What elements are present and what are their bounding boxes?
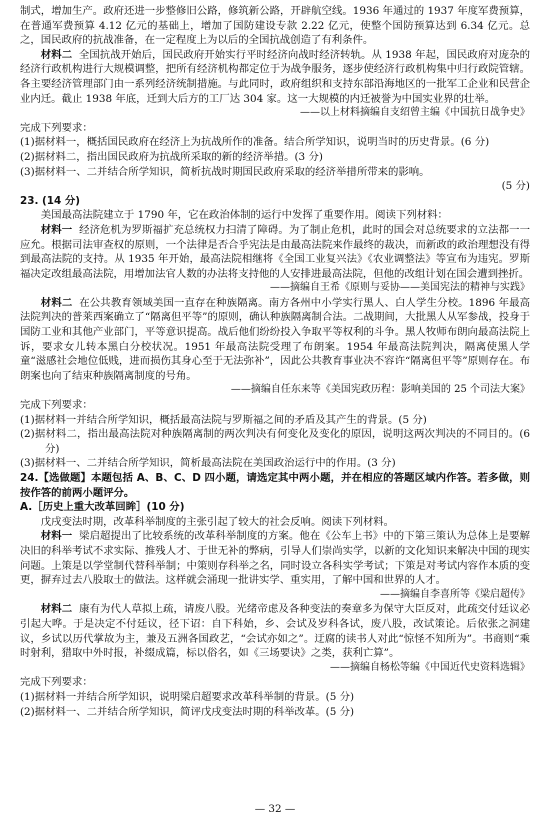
question-item-2: (2)据材料一、二并结合所学知识，简评戊戌变法时期的科举改革。(5 分) <box>20 705 355 718</box>
requirements-heading: 完成下列要求： <box>20 399 93 412</box>
question-intro: 戊戌变法时期，改革科举制度的主张引起了较大的社会反响。阅读下列材料。 <box>40 515 395 528</box>
material-label: 材料二 <box>40 603 73 616</box>
material-1 <box>20 529 530 587</box>
question-item-2: (2)据材料二，指出最高法院对种族隔离制的两次判决有何变化及变化的原因，说明这两次判决的不同目的。(6 分) <box>20 428 530 455</box>
question-24 <box>20 471 530 719</box>
material-2 <box>20 296 530 384</box>
question-heading: 23. (14 分) <box>20 194 80 207</box>
question-item-1: (1)据材料一并结合所学知识，说明梁启超要求改革科举制的背景。(5 分) <box>20 690 355 703</box>
requirements-heading: 完成下列要求： <box>20 121 93 134</box>
material-text: 梁启超提出了比较系统的改革科举制度的方案。他在《公车上书》中的下第三策认为总体上是要解决旧的科举考试不求实际、推残人才、于世无补的弊病，引导人们崇尚实学，以新的文化知识来解决中国的现实问题。上策是以学堂制代替科举制；中策则存科举之名，同时设立各科实学考试；下策是对考试内容作本质的变更，摒弃过去八股取士的做法。这样就会涌现一批讲实学、重实用，了解中国和世界的人才。 <box>20 530 531 587</box>
material-text: 康有为代人草拟上疏，请废八股。光绪帝虑及各种变法的奏章多为保守大臣反对，此疏交付廷议必引起大哗。于是决定不付廷议，径下诏：自下科始，乡、会试及岁科各试，废八股，改试策论。后依张之洞建议，乡试以历代掌故为主，兼及五洲各国政艺，“会试亦如之”。迂腐的读书人对此“惊怪不知所为”。书商则“乘时射利，猎取中外时报，补缀成篇，标以俗名，如《三场要诀》之类，获利亡算”。 <box>20 603 531 660</box>
material-label: 材料一 <box>40 530 73 543</box>
question-item-1: (1)据材料一并结合所学知识，概括最高法院与罗斯福之间的矛盾及其产生的背景。(5 分) <box>20 413 427 426</box>
section-previous-question <box>20 4 530 194</box>
material-2 <box>20 48 530 106</box>
material-text: 在公共教育领域美国一直存在种族隔离。南方各州中小学实行黑人、白人学生分校。1896 年最高法院判决的普莱西案确立了“隔离但平等”的原则，确认种族隔离制合法。二战期间，大批黑人从军参战，投身于国防工业和其他产业部门，平等意识提高。战后他们纷纷投入争取平等权利的斗争。黑人牧师布朗向最高法院上诉，要求女儿转本黑白分校状况。1951 年最高法院受理了布朗案。1954 年最高法院判决，隔离使黑人学童“滋感社会地位低贱，进而损伤其身心至于无法弥补”，因此公共教育事业决不容许“隔离但平等”原则存在。布朗案也向了结束种族隔离制度的号角。 <box>20 296 530 382</box>
material-label: 材料二 <box>40 296 73 309</box>
question-intro: 美国最高法院建立于 1790 年，它在政治体制的运行中发挥了重要作用。阅读下列材料： <box>40 209 448 222</box>
question-item-3: (3)据材料一、二并结合所学知识，简析最高法院在美国政治运行中的作用。(3 分) <box>20 457 396 470</box>
question-item-2: (2)据材料二，指出国民政府为抗战所采取的新的经济举措。(3 分) <box>20 150 323 163</box>
question-item-1: (1)据材料一，概括国民政府在经济上为抗战所作的准备。结合所学知识，说明当时的历史背景。(6 分) <box>20 136 490 149</box>
sub-question-heading: A.［历史上重大改革回眸］(10 分) <box>20 501 185 514</box>
page-number: — 32 — <box>254 803 296 816</box>
question-heading: 24.【选做题】本题包括 A、B、C、D 四小题，请选定其中两小题，并在相应的答题区域内作答。若多做，则按作答的前两小题评分。 <box>20 472 530 499</box>
material-source: ——摘编自王希《原则与妥协——美国宪法的精神与实践》 <box>270 282 530 294</box>
question-item-3: (3)据材料一、二并结合所学知识，简析抗战时期国民政府采取的经济举措所带来的影响。 <box>20 165 430 178</box>
requirements-heading: 完成下列要求： <box>20 676 93 689</box>
material-label: 材料一 <box>40 223 73 236</box>
material-label: 材料二 <box>40 48 73 61</box>
question-score: (5 分) <box>501 180 530 193</box>
material-text: 全国抗战开始后，国民政府开始实行平时经济向战时经济转轨。从 1938 年起，国民政府对庞杂的经济行政机构进行大规模调整，把所有经济机构都定位于为战争服务，逐步使经济行政机构集中归行政院管辖。各主要经济管理部门由一系列经济统制措施。与此同时，政府组织和支持东部沿海地区的一批军工企业和民营企业内迁。截止 1938 年底，迁到大后方的工厂达 304 家。这一大规模的内迁被誉为中国实业界的壮举。 <box>20 48 531 105</box>
question-23 <box>20 194 530 471</box>
material-2 <box>20 602 530 660</box>
text-paragraph: 制式，增加生产。政府还进一步整修旧公路，修筑新公路，开辟航空线。1936 年通过的 1937 年度军费预算，在普通军费预算 4.12 亿元的基础上，增加了国防建设专款 2.22 亿元，使整个国防预算达到 6.34 亿元。总之，国民政府的抗战准备，在一定程度上为以后的全国抗战创造了有利条件。 <box>20 5 530 47</box>
material-source: ——摘编自任东来等《美国宪政历程：影响美国的 25 个司法大案》 <box>230 384 530 396</box>
material-source: ——摘编自杨松等编《中国近代史资料选辑》 <box>330 661 530 673</box>
material-1 <box>20 223 530 281</box>
material-source: ——摘编自李喜所等《梁启超传》 <box>380 588 530 600</box>
material-source: ——以上材料摘编自支绍曾主编《中国抗日战争史》 <box>300 107 530 119</box>
material-text: 经济危机为罗斯福扩充总统权力扫清了障碍。为了制止危机，此时的国会对总统要求的立法都一一应允。根据司法审查权的原则，一个法律是否合乎宪法是由最高法院来作最终的裁决，而新政的政治理想没有得到最高法院的支持。从 1935 年开始，最高法院相继将《全国工业复兴法》《农业调整法》等宣布为违宪。罗斯福决定改组最高法院，用增加法官人数的办法将支持他的人安排进最高法院，但他的改组计划在国会遭到挫折。 <box>20 223 531 280</box>
